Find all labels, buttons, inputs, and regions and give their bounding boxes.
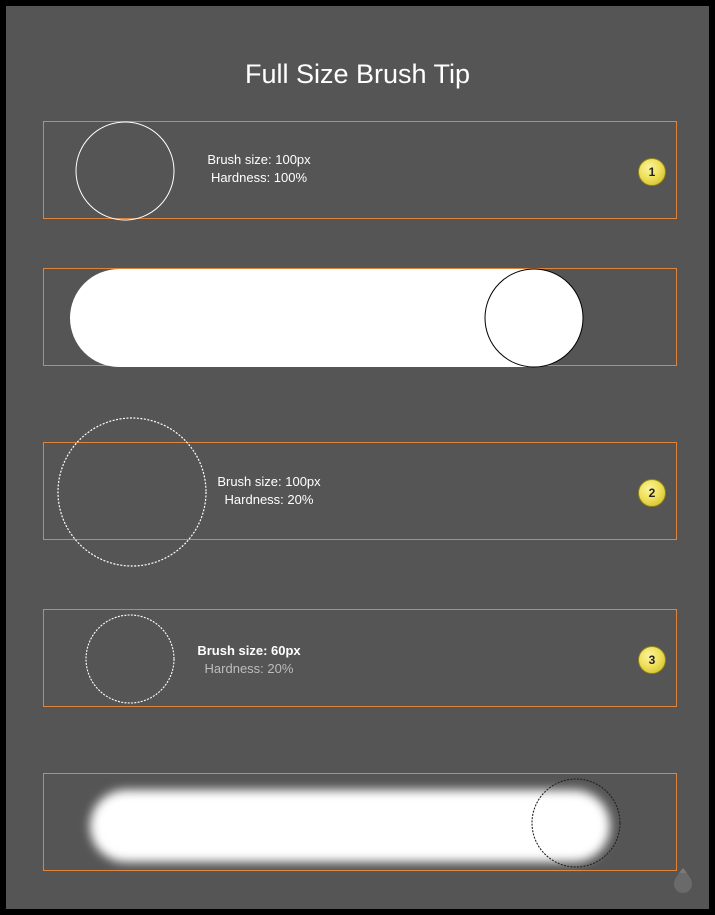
brush-info-1: [194, 151, 324, 187]
brush-panel-2: [43, 442, 677, 540]
brush-size-label: Brush size: 100px: [217, 474, 321, 489]
canvas: [6, 6, 709, 909]
brush-size-label: Brush size: 100px: [207, 152, 311, 167]
brush-panel-3: [43, 609, 677, 707]
step-badge-2: 2: [638, 479, 666, 507]
step-badge-1: 1: [638, 158, 666, 186]
hardness-label: Hardness: 20%: [204, 661, 294, 676]
brush-tip-outline-icon: [44, 443, 678, 541]
page-title: Full Size Brush Tip: [244, 59, 471, 89]
brush-info-2: [204, 473, 334, 509]
stroke-panel-soft: [43, 773, 677, 871]
soft-stroke: [44, 774, 678, 872]
brush-tip-outline-icon: [44, 610, 678, 708]
stroke-panel-hard: [43, 268, 677, 366]
brush-info-3: [184, 642, 314, 678]
brush-tip-outline-icon: [44, 122, 678, 220]
hardness-label: Hardness: 20%: [224, 492, 314, 507]
droplet-icon: [670, 865, 696, 895]
brush-panel-1: [43, 121, 677, 219]
hard-stroke: [44, 269, 678, 367]
brush-size-label: Brush size: 60px: [197, 643, 301, 658]
step-badge-3: 3: [638, 646, 666, 674]
hardness-label: Hardness: 100%: [210, 170, 308, 185]
